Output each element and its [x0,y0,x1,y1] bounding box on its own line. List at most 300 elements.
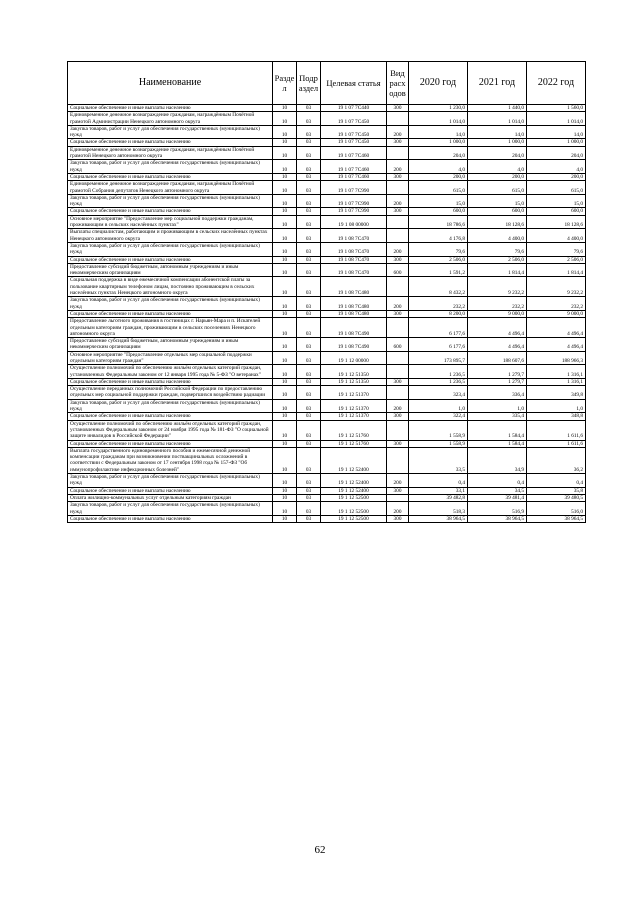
row-name: Единовременное денежное вознаграждение гражданам, награждённым Почётной грамотой Собрания депутатов Ненецкого автономного округа [68,181,273,195]
row-value-2022: 204,0 [527,146,586,160]
row-expense-type: 300 [387,487,409,494]
table-row [68,474,586,488]
row-value-2022: 1 000,0 [527,139,586,146]
header-2020: 2020 год [409,62,468,105]
row-value-2021: 336,4 [468,386,527,400]
row-name: Социальное обеспечение и иные выплаты населению [68,256,273,263]
row-value-2020: 6 177,6 [409,318,468,338]
row-value-2020: 1 236,5 [409,365,468,379]
row-value-2021: 34,9 [468,447,527,473]
row-value-2021: 4 400,0 [468,229,527,243]
row-value-2022: 1 316,1 [527,365,586,379]
row-section: 10 [273,146,297,160]
row-subsection: 03 [297,229,321,243]
row-name: Закупка товаров, работ и услуг для обеспечения государственных (муниципальных) нужд [68,297,273,311]
table-row [68,173,586,180]
row-target: 19 1 07 7С460 [321,160,387,174]
row-value-2020: 1 558,9 [409,420,468,440]
row-subsection: 03 [297,125,321,139]
row-name: Предоставление льготного проживания в гостиницах г. Нарьян-Мара и п. Искателей отдельным категориям граждан, проживающим в сельских поселениях Ненецкого автономного округа [68,318,273,338]
row-expense-type: 300 [387,256,409,263]
header-section: Разде л [273,62,297,105]
row-subsection: 03 [297,181,321,195]
row-name: Осуществление полномочий по обеспечению жильём отдельных категорий граждан, установленных Федеральным законом от 24 ноября 1995 года № 181-ФЗ "О социальной защите инвалидов в Российской Федерации" [68,420,273,440]
table-row [68,399,586,413]
row-expense-type: 200 [387,297,409,311]
row-section: 10 [273,318,297,338]
row-section: 10 [273,139,297,146]
row-subsection: 03 [297,256,321,263]
row-section: 10 [273,365,297,379]
row-section: 10 [273,105,297,112]
row-value-2022: 615,0 [527,181,586,195]
row-expense-type: 200 [387,160,409,174]
row-target: 19 1 07 7С460 [321,173,387,180]
row-value-2022: 36,2 [527,447,586,473]
row-value-2021: 4,0 [468,160,527,174]
row-name: Социальное обеспечение и иные выплаты населению [68,413,273,420]
row-expense-type: 300 [387,440,409,447]
row-section: 10 [273,215,297,229]
row-value-2020: 33,1 [409,487,468,494]
row-value-2021: 39 481,4 [468,494,527,501]
row-value-2020: 33,5 [409,447,468,473]
row-expense-type [387,386,409,400]
row-section: 10 [273,194,297,208]
row-subsection: 03 [297,146,321,160]
row-value-2020: 232,2 [409,297,468,311]
row-name: Предоставление субсидий бюджетным, автономным учреждениям и иным некоммерческим организациям [68,338,273,352]
row-value-2021: 0,4 [468,474,527,488]
row-target: 19 1 08 7С480 [321,310,387,317]
row-section: 10 [273,277,297,297]
row-subsection: 03 [297,494,321,501]
row-target: 19 1 07 7С450 [321,112,387,126]
table-row [68,263,586,277]
row-target: 19 1 08 7С490 [321,318,387,338]
table-row [68,338,586,352]
row-target: 19 1 12 52400 [321,474,387,488]
header-name: Наименование [68,62,273,105]
row-expense-type [387,494,409,501]
row-value-2022: 4 400,0 [527,229,586,243]
row-value-2022: 39 480,5 [527,494,586,501]
table-row [68,229,586,243]
row-expense-type: 300 [387,378,409,385]
table-row [68,494,586,501]
row-target: 19 1 12 52500 [321,502,387,516]
row-subsection: 03 [297,399,321,413]
row-value-2020: 204,0 [409,146,468,160]
header-target: Целевая статья [321,62,387,105]
row-subsection: 03 [297,474,321,488]
row-value-2020: 8 200,0 [409,310,468,317]
row-target: 19 1 12 51370 [321,399,387,413]
row-value-2020: 1 591,2 [409,263,468,277]
row-expense-type [387,365,409,379]
row-expense-type: 200 [387,474,409,488]
header-2021: 2021 год [468,62,527,105]
row-subsection: 03 [297,440,321,447]
row-name: Осуществление переданных полномочий Российской Федерации по предоставлению отдельных мер социальной поддержки граждан, подвергшихся воздействию радиации [68,386,273,400]
row-value-2020: 2 506,0 [409,256,468,263]
row-target: 19 1 12 51350 [321,365,387,379]
table-row [68,277,586,297]
row-value-2022: 79,6 [527,242,586,256]
row-value-2021: 2 506,0 [468,256,527,263]
row-value-2021: 79,6 [468,242,527,256]
row-target: 19 1 08 7С480 [321,277,387,297]
row-value-2021: 4 496,4 [468,318,527,338]
row-value-2021: 1,0 [468,399,527,413]
row-target: 19 1 07 7С990 [321,194,387,208]
row-value-2020: 173 895,7 [409,351,468,365]
row-value-2020: 323,4 [409,386,468,400]
row-expense-type: 300 [387,173,409,180]
row-expense-type: 300 [387,208,409,215]
row-value-2022: 4 496,4 [527,338,586,352]
row-value-2021: 1 584,4 [468,420,527,440]
row-value-2021: 34,5 [468,487,527,494]
row-section: 10 [273,310,297,317]
row-target: 19 1 08 7С490 [321,338,387,352]
row-subsection: 03 [297,487,321,494]
row-section: 10 [273,447,297,473]
row-value-2020: 200,0 [409,173,468,180]
row-value-2022: 1 014,0 [527,112,586,126]
row-expense-type: 600 [387,338,409,352]
row-value-2021: 1 584,4 [468,440,527,447]
row-target: 19 1 08 7С470 [321,256,387,263]
row-section: 10 [273,494,297,501]
row-value-2022: 4 496,4 [527,318,586,338]
table-row [68,125,586,139]
row-value-2022: 1 611,6 [527,420,586,440]
table-row [68,440,586,447]
row-section: 10 [273,440,297,447]
row-expense-type [387,181,409,195]
row-subsection: 03 [297,105,321,112]
row-section: 10 [273,256,297,263]
row-value-2020: 1 558,9 [409,440,468,447]
table-row [68,318,586,338]
row-subsection: 03 [297,194,321,208]
row-name: Социальное обеспечение и иные выплаты населению [68,487,273,494]
row-name: Закупка товаров, работ и услуг для обеспечения государственных (муниципальных) нужд [68,502,273,516]
page-number: 62 [314,844,326,856]
row-value-2020: 1 014,0 [409,112,468,126]
row-target: 19 1 07 7С990 [321,208,387,215]
row-subsection: 03 [297,215,321,229]
row-name: Социальное обеспечение и иные выплаты населению [68,310,273,317]
row-value-2021: 9 000,0 [468,310,527,317]
row-target: 19 1 12 52400 [321,447,387,473]
row-subsection: 03 [297,263,321,277]
row-expense-type [387,146,409,160]
row-subsection: 03 [297,297,321,311]
table-row [68,413,586,420]
row-subsection: 03 [297,413,321,420]
row-target: 19 1 12 51350 [321,378,387,385]
row-target: 19 1 08 7С470 [321,229,387,243]
row-name: Закупка товаров, работ и услуг для обеспечения государственных (муниципальных) нужд [68,125,273,139]
row-value-2020: 4,0 [409,160,468,174]
row-name: Оплата жилищно-коммунальных услуг отдельным категориям граждан [68,494,273,501]
table-row [68,310,586,317]
row-subsection: 03 [297,502,321,516]
row-section: 10 [273,378,297,385]
row-value-2022: 1,0 [527,399,586,413]
row-value-2021: 188 607,6 [468,351,527,365]
row-value-2021: 14,0 [468,125,527,139]
row-value-2020: 1 230,0 [409,105,468,112]
budget-table [67,61,586,523]
row-expense-type [387,112,409,126]
row-section: 10 [273,413,297,420]
row-value-2020: 0,4 [409,474,468,488]
row-section: 10 [273,229,297,243]
row-value-2021: 18 128,6 [468,215,527,229]
row-value-2021: 9 232,2 [468,277,527,297]
row-value-2022: 18 128,6 [527,215,586,229]
row-section: 10 [273,125,297,139]
row-value-2021: 1 440,0 [468,105,527,112]
row-value-2021: 1 000,0 [468,139,527,146]
row-name: Основное мероприятие "Предоставление мер социальной поддержки гражданам, проживающим в сельских населённых пунктах" [68,215,273,229]
table-row [68,487,586,494]
row-name: Закупка товаров, работ и услуг для обеспечения государственных (муниципальных) нужд [68,399,273,413]
row-value-2022: 200,0 [527,173,586,180]
row-section: 10 [273,112,297,126]
row-subsection: 03 [297,420,321,440]
row-expense-type: 200 [387,399,409,413]
row-section: 10 [273,242,297,256]
table-row [68,112,586,126]
row-section: 10 [273,386,297,400]
row-value-2021: 615,0 [468,181,527,195]
row-target: 19 1 12 51760 [321,420,387,440]
row-subsection: 03 [297,386,321,400]
row-target: 19 1 12 52500 [321,515,387,522]
row-value-2022: 349,8 [527,386,586,400]
row-expense-type: 200 [387,242,409,256]
row-value-2022: 1 814,4 [527,263,586,277]
table-row [68,515,586,522]
row-name: Единовременное денежное вознаграждение гражданам, награждённым Почётной грамотой Ненецкого автономного округа [68,146,273,160]
row-target: 19 1 12 51760 [321,440,387,447]
row-name: Предоставление субсидий бюджетным, автономным учреждениям и иным некоммерческим организациям [68,263,273,277]
row-value-2022: 516,0 [527,502,586,516]
row-value-2022: 9 232,2 [527,277,586,297]
row-value-2020: 18 786,6 [409,215,468,229]
row-target: 19 1 12 00000 [321,351,387,365]
row-value-2022: 2 506,0 [527,256,586,263]
row-value-2020: 39 482,8 [409,494,468,501]
row-subsection: 03 [297,365,321,379]
table-row [68,378,586,385]
row-target: 19 1 07 7С460 [321,146,387,160]
row-subsection: 03 [297,160,321,174]
table-row [68,242,586,256]
row-target: 19 1 08 7С480 [321,297,387,311]
row-expense-type [387,215,409,229]
row-value-2021: 38 964,5 [468,515,527,522]
row-subsection: 03 [297,277,321,297]
row-name: Основное мероприятие "Предоставление отдельных мер социальной поддержки отдельным категориям граждан" [68,351,273,365]
row-value-2021: 1 014,0 [468,112,527,126]
row-value-2022: 232,2 [527,297,586,311]
header-2022: 2022 год [527,62,586,105]
row-section: 10 [273,351,297,365]
table-row [68,146,586,160]
row-name: Социальное обеспечение и иные выплаты населению [68,515,273,522]
row-subsection: 03 [297,112,321,126]
row-value-2020: 8 432,2 [409,277,468,297]
table-row [68,215,586,229]
table-row [68,105,586,112]
row-name: Закупка товаров, работ и услуг для обеспечения государственных (муниципальных) нужд [68,160,273,174]
row-expense-type: 300 [387,413,409,420]
row-value-2021: 204,0 [468,146,527,160]
row-value-2020: 14,0 [409,125,468,139]
row-subsection: 03 [297,242,321,256]
row-section: 10 [273,297,297,311]
row-name: Социальное обеспечение и иные выплаты населению [68,208,273,215]
table-row [68,181,586,195]
row-expense-type [387,229,409,243]
row-expense-type: 200 [387,194,409,208]
header-expense-type: Вид расх одов [387,62,409,105]
row-name: Социальное обеспечение и иные выплаты населению [68,105,273,112]
row-target: 19 1 12 52500 [321,494,387,501]
table-row [68,365,586,379]
row-value-2020: 1,0 [409,399,468,413]
row-value-2021: 4 496,4 [468,338,527,352]
row-value-2022: 4,0 [527,160,586,174]
row-target: 19 1 07 7С450 [321,139,387,146]
row-section: 10 [273,181,297,195]
row-section: 10 [273,515,297,522]
row-value-2021: 1 814,4 [468,263,527,277]
table-row [68,139,586,146]
row-value-2020: 15,0 [409,194,468,208]
table-row [68,502,586,516]
table-row [68,386,586,400]
row-expense-type: 300 [387,310,409,317]
row-expense-type: 600 [387,263,409,277]
row-section: 10 [273,263,297,277]
table-body [68,105,586,523]
row-section: 10 [273,208,297,215]
row-name: Выплата государственного единовременного пособия и ежемесячной денежной компенсации гражданам при возникновении поствакцинальных осложнений в соответствии с Федеральным законом от 17 сентября 1998 года № 157-ФЗ "Об иммунопрофилактике инфекционных болезней" [68,447,273,473]
table-row [68,447,586,473]
row-name: Закупка товаров, работ и услуг для обеспечения государственных (муниципальных) нужд [68,194,273,208]
row-expense-type [387,318,409,338]
row-target: 19 1 07 7С990 [321,181,387,195]
row-value-2020: 1 000,0 [409,139,468,146]
row-name: Осуществление полномочий по обеспечению жильём отдельных категорий граждан, установленных Федеральным законом от 12 января 1995 года № 5-ФЗ "О ветеранах" [68,365,273,379]
table-row [68,194,586,208]
row-expense-type: 300 [387,139,409,146]
row-target: 19 1 08 7С470 [321,263,387,277]
header-subsection: Подр аздел [297,62,321,105]
row-expense-type: 300 [387,105,409,112]
row-value-2020: 4 176,8 [409,229,468,243]
row-section: 10 [273,399,297,413]
row-target: 19 1 12 51370 [321,386,387,400]
row-name: Единовременное денежное вознаграждение гражданам, награждённым Почётной грамотой Администрации Ненецкого автономного округа [68,112,273,126]
row-value-2021: 600,0 [468,208,527,215]
row-value-2022: 1 316,1 [527,378,586,385]
row-value-2020: 322,4 [409,413,468,420]
row-name: Выплаты специалистам, работающим и проживающим в сельских населённых пунктах Ненецкого автономного округа [68,229,273,243]
row-value-2022: 348,8 [527,413,586,420]
row-value-2022: 15,0 [527,194,586,208]
row-subsection: 03 [297,515,321,522]
row-name: Закупка товаров, работ и услуг для обеспечения государственных (муниципальных) нужд [68,474,273,488]
row-value-2020: 38 964,5 [409,515,468,522]
row-expense-type [387,277,409,297]
row-target: 19 1 12 51370 [321,413,387,420]
row-target: 19 1 07 7С440 [321,105,387,112]
row-section: 10 [273,487,297,494]
row-value-2021: 15,0 [468,194,527,208]
row-value-2022: 188 966,3 [527,351,586,365]
row-value-2021: 516,9 [468,502,527,516]
table-row [68,160,586,174]
row-name: Социальное обеспечение и иные выплаты населению [68,173,273,180]
row-name: Социальное обеспечение и иные выплаты населению [68,378,273,385]
row-section: 10 [273,502,297,516]
row-subsection: 03 [297,310,321,317]
row-subsection: 03 [297,351,321,365]
row-value-2021: 200,0 [468,173,527,180]
row-subsection: 03 [297,447,321,473]
table-row [68,208,586,215]
row-section: 10 [273,338,297,352]
row-value-2022: 9 000,0 [527,310,586,317]
row-value-2021: 1 279,7 [468,378,527,385]
row-subsection: 03 [297,173,321,180]
row-subsection: 03 [297,208,321,215]
row-target: 19 1 08 00000 [321,215,387,229]
row-value-2022: 35,8 [527,487,586,494]
row-value-2020: 1 236,5 [409,378,468,385]
row-section: 10 [273,173,297,180]
row-value-2022: 600,0 [527,208,586,215]
row-value-2022: 1 560,0 [527,105,586,112]
row-expense-type: 200 [387,125,409,139]
table-row [68,351,586,365]
row-expense-type [387,447,409,473]
row-value-2022: 38 964,5 [527,515,586,522]
row-expense-type: 200 [387,502,409,516]
row-section: 10 [273,420,297,440]
row-subsection: 03 [297,378,321,385]
row-value-2022: 14,0 [527,125,586,139]
row-value-2020: 615,0 [409,181,468,195]
row-subsection: 03 [297,139,321,146]
row-name: Социальное обеспечение и иные выплаты населению [68,440,273,447]
row-subsection: 03 [297,318,321,338]
row-target: 19 1 08 7С470 [321,242,387,256]
row-section: 10 [273,160,297,174]
table-row [68,256,586,263]
row-subsection: 03 [297,338,321,352]
row-value-2020: 600,0 [409,208,468,215]
row-target: 19 1 07 7С450 [321,125,387,139]
row-name: Социальная поддержка в виде ежемесячной компенсации абонентской платы за пользование квартирным телефоном лицам, постоянно проживающим в сельских населённых пунктах Ненецкого автономного округа [68,277,273,297]
